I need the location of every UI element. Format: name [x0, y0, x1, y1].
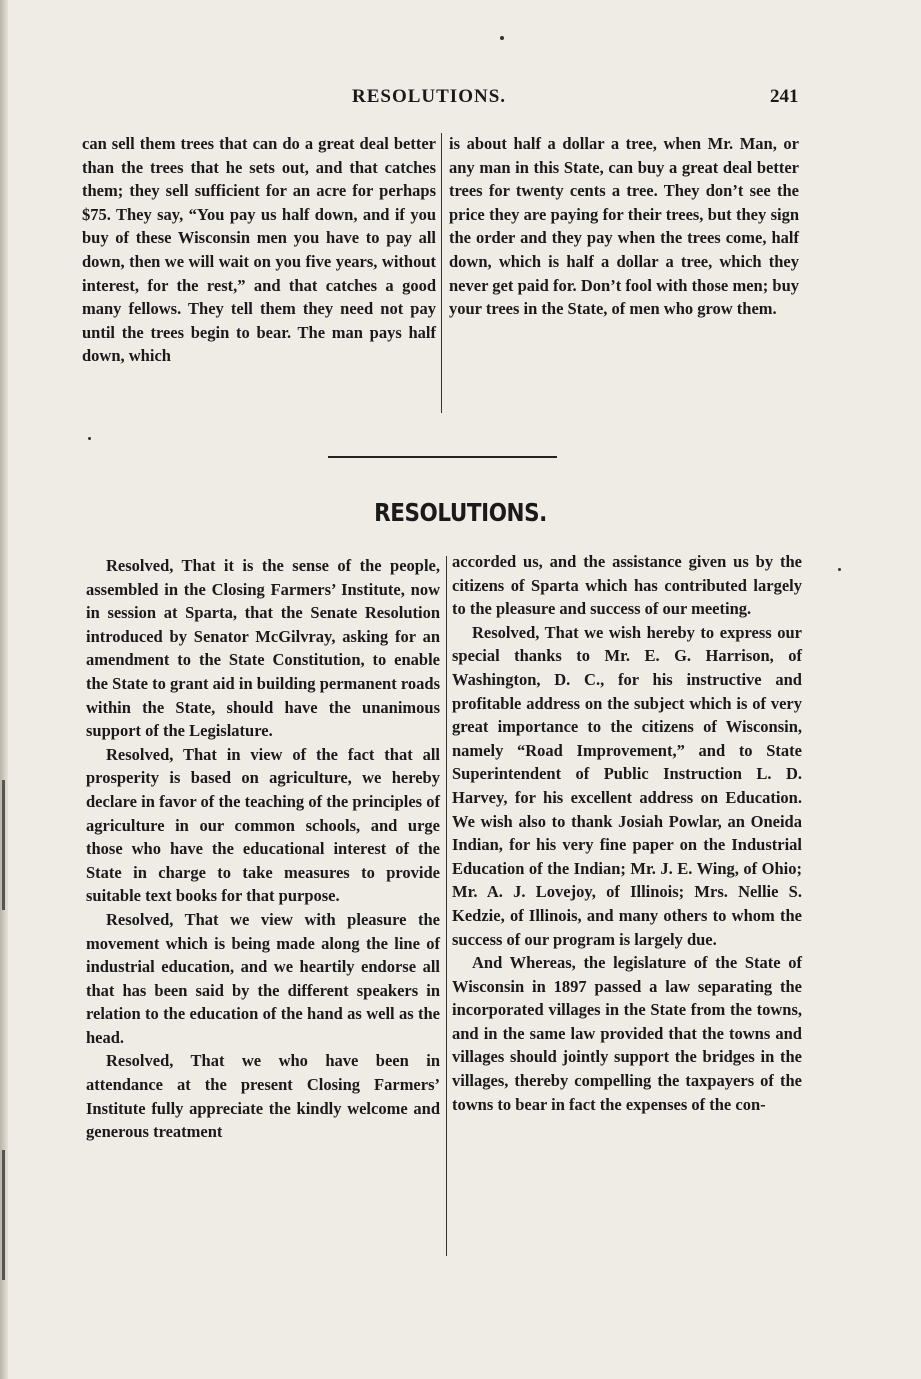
resolutions-left-column	[86, 554, 440, 1144]
resolution-paragraph: Resolved, That we view with pleasure the movement which is being made along the line of industrial education, and we heartily endorse all that has been said by the different speakers in relation to the education of the hand as well as the head.	[86, 909, 440, 1047]
binding-mark	[2, 780, 5, 910]
section-divider	[328, 456, 557, 458]
resolution-paragraph: accorded us, and the assistance given us by the citizens of Sparta which has contributed largely to the pleasure and success of our meeting.	[452, 552, 802, 619]
print-speck	[838, 568, 841, 571]
resolution-paragraph: And Whereas, the legislature of the State of Wisconsin in 1897 passed a law separating the incorporated villages in the State from the towns, and in the same law provided that the towns and villages should jointly support the bridges in the villages, thereby compelling the taxpayers of the towns to bear in fact the expenses of the con-	[452, 953, 802, 1114]
binding-mark	[2, 1150, 5, 1280]
print-speck	[88, 437, 91, 440]
resolution-paragraph: Resolved, That in view of the fact that all prosperity is based on agriculture, we hereby declare in favor of the teaching of the principles of agriculture in our common schools, and urge those who have the educational interest of the State in charge to take measures to provide suitable text books for that purpose.	[86, 744, 440, 906]
paragraph: is about half a dollar a tree, when Mr. Man, or any man in this State, can buy a great deal better trees for twenty cents a tree. They don’t see the price they are paying for their trees, but they sign the order and they pay when the trees come, half down, which is half a dollar a tree, which they never get paid for. Don’t fool with those men; buy your trees in the State, of men who grow them.	[449, 134, 799, 319]
section-heading: RESOLUTIONS.	[374, 498, 547, 527]
running-title: RESOLUTIONS.	[352, 86, 507, 107]
resolution-paragraph: Resolved, That it is the sense of the people, assembled in the Closing Farmers’ Institute, now in session at Sparta, that the Senate Resolution introduced by Senator McGilvray, asking for an amendment to the State Constitution, to enable the State to grant aid in building permanent roads within the State, should have the unanimous support of the Legislature.	[86, 556, 440, 741]
resolution-paragraph: Resolved, That we wish hereby to express our special thanks to Mr. E. G. Harrison, of Washington, D. C., for his instructive and profitable address on the subject which is of very great importance to the citizens of Wisconsin, namely “Road Improvement,” and to State Superintendent of Public Instruction L. D. Harvey, for his excellent address on Education. We wish also to thank Josiah Powlar, an Oneida Indian, for his very fine paper on the Industrial Education of the Indian; Mr. J. E. Wing, of Ohio; Mr. A. J. Lovejoy, of Illinois; Mrs. Nellie S. Kedzie, of Illinois, and many others to whom the success of our program is largely due.	[452, 622, 802, 949]
running-header	[0, 86, 921, 110]
page-number: 241	[770, 86, 799, 107]
print-speck	[500, 36, 504, 40]
paragraph: can sell them trees that can do a great deal better than the trees that he sets out, and that catches them; they sell sufficient for an acre for perhaps $75. They say, “You pay us half down, and if you buy of these Wisconsin men you have to pay all down, then we will wait on you five years, without interest, for the rest,” and that catches a good many fellows. They tell them they need not pay until the trees begin to bear. The man pays half down, which	[82, 134, 436, 366]
resolution-paragraph: Resolved, That we who have been in attendance at the present Closing Farmers’ Institute fully appreciate the kindly welcome and generous treatment	[86, 1051, 440, 1142]
top-right-column	[449, 132, 799, 321]
resolutions-right-column	[452, 550, 802, 1116]
column-divider	[446, 556, 447, 1256]
top-left-column	[82, 132, 436, 368]
column-divider	[441, 133, 442, 413]
